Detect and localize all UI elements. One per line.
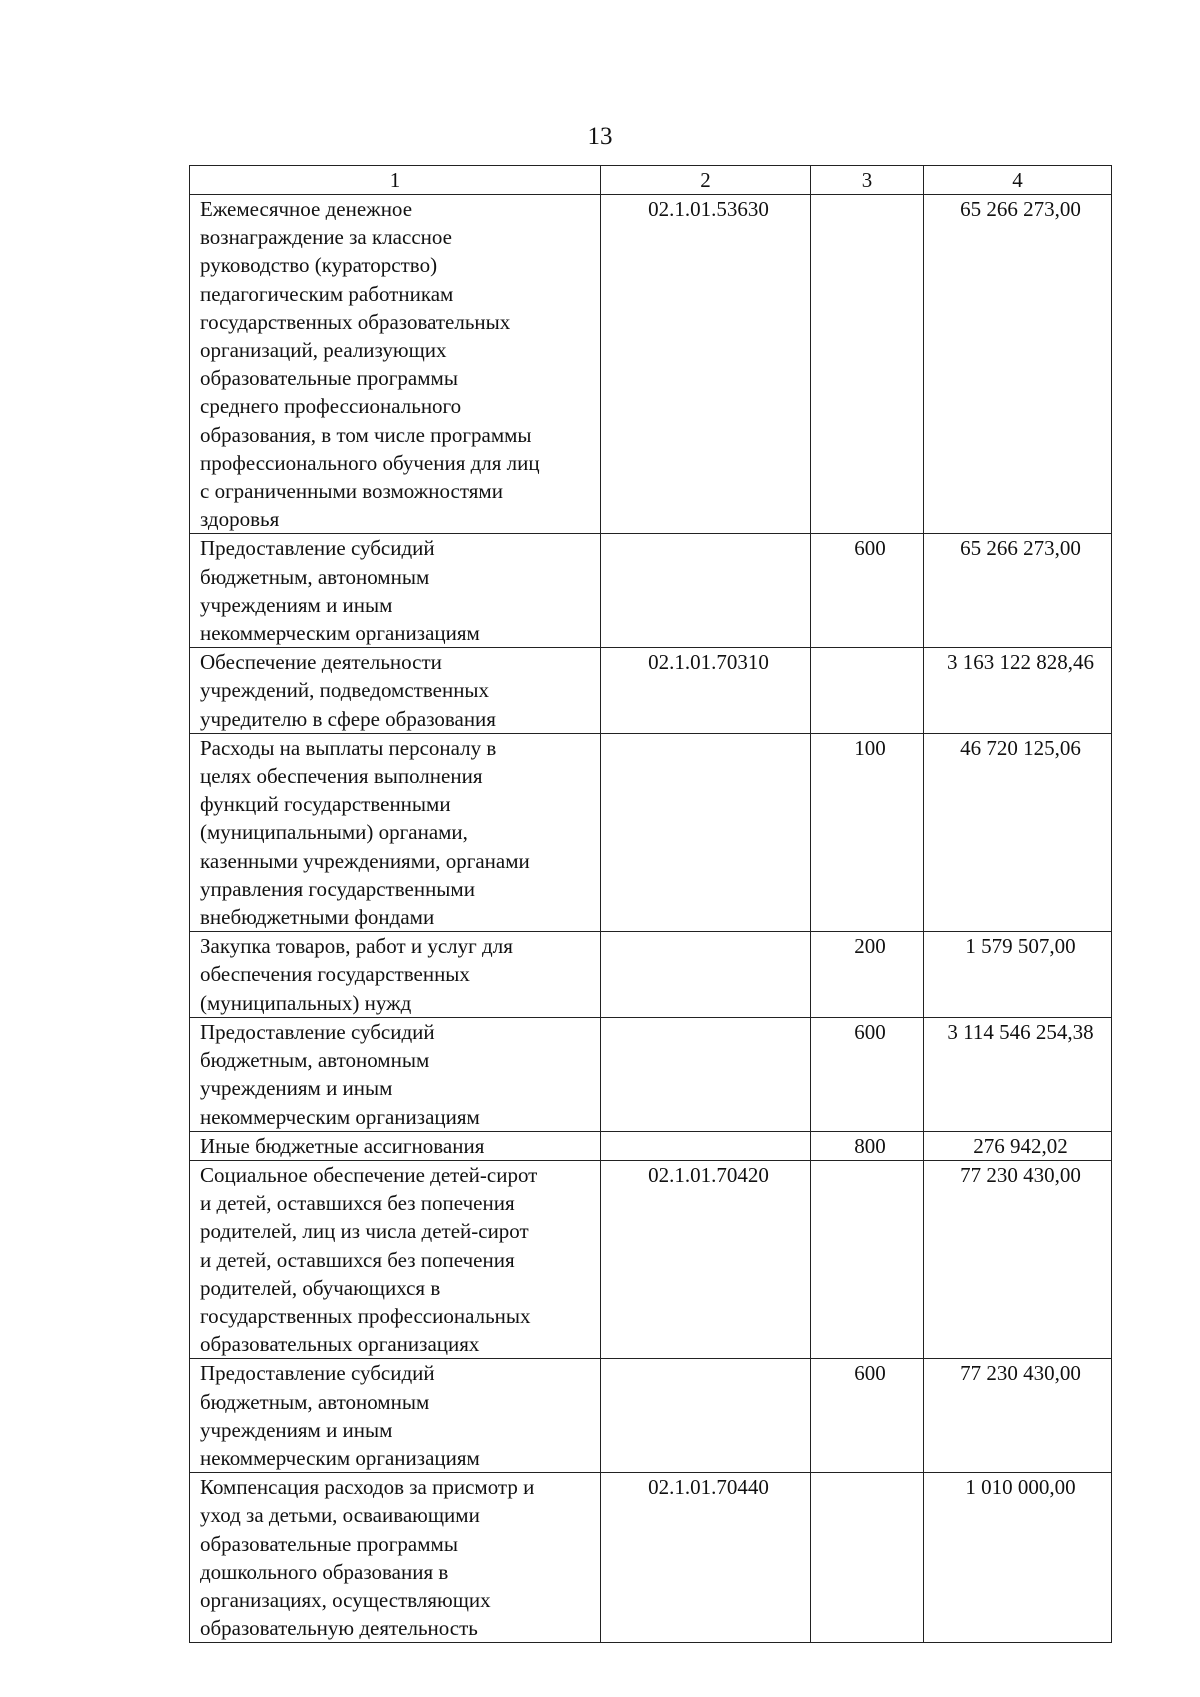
amount-value: 1 579 507,00 — [924, 932, 1112, 1018]
table-row — [190, 1473, 1112, 1643]
target-article-code: 02.1.01.53630 — [601, 195, 811, 534]
row-description: Обеспечение деятельности учреждений, подведомственных учредителю в сфере образования — [190, 648, 601, 734]
target-article-code — [601, 733, 811, 931]
expense-type-code — [811, 648, 924, 734]
table-row — [190, 195, 1112, 534]
target-article-code — [601, 932, 811, 1018]
table-row — [190, 1160, 1112, 1358]
column-header: 3 — [811, 166, 924, 195]
amount-value: 46 720 125,06 — [924, 733, 1112, 931]
expense-type-code: 600 — [811, 1359, 924, 1473]
table-row — [190, 648, 1112, 734]
row-description: Закупка товаров, работ и услуг для обеспечения государственных (муниципальных) нужд — [190, 932, 601, 1018]
table-row — [190, 1131, 1112, 1160]
expense-type-code: 200 — [811, 932, 924, 1018]
table-row — [190, 1017, 1112, 1131]
row-description: Компенсация расходов за присмотр и уход за детьми, осваивающими образовательные программы дошкольного образования в организациях, осуществляющих образовательную деятельность — [190, 1473, 601, 1643]
amount-value: 65 266 273,00 — [924, 534, 1112, 648]
amount-value: 1 010 000,00 — [924, 1473, 1112, 1643]
target-article-code: 02.1.01.70420 — [601, 1160, 811, 1358]
budget-table-body — [190, 166, 1112, 1643]
row-description: Предоставление субсидий бюджетным, автономным учреждениям и иным некоммерческим организациям — [190, 1359, 601, 1473]
column-header: 2 — [601, 166, 811, 195]
expense-type-code — [811, 1473, 924, 1643]
target-article-code — [601, 1131, 811, 1160]
expense-type-code: 600 — [811, 1017, 924, 1131]
column-header: 4 — [924, 166, 1112, 195]
row-description: Предоставление субсидий бюджетным, автономным учреждениям и иным некоммерческим организациям — [190, 534, 601, 648]
target-article-code: 02.1.01.70440 — [601, 1473, 811, 1643]
row-description: Предоставление субсидий бюджетным, автономным учреждениям и иным некоммерческим организациям — [190, 1017, 601, 1131]
target-article-code — [601, 534, 811, 648]
target-article-code — [601, 1017, 811, 1131]
target-article-code: 02.1.01.70310 — [601, 648, 811, 734]
expense-type-code: 800 — [811, 1131, 924, 1160]
table-row — [190, 733, 1112, 931]
row-description: Ежемесячное денежное вознаграждение за классное руководство (кураторство) педагогическим работникам государственных образовательных организаций, реализующих образовательные программы среднего профессионального образования, в том числе программы профессионального обучения для лиц с ограниченными возможностями здоровья — [190, 195, 601, 534]
amount-value: 77 230 430,00 — [924, 1359, 1112, 1473]
table-row — [190, 1359, 1112, 1473]
amount-value: 276 942,02 — [924, 1131, 1112, 1160]
table-row — [190, 534, 1112, 648]
target-article-code — [601, 1359, 811, 1473]
page-number: 13 — [587, 123, 613, 150]
amount-value: 65 266 273,00 — [924, 195, 1112, 534]
expense-type-code — [811, 1160, 924, 1358]
table-header-row — [190, 166, 1112, 195]
column-header: 1 — [190, 166, 601, 195]
table-row — [190, 932, 1112, 1018]
budget-table — [189, 165, 1112, 1643]
row-description: Социальное обеспечение детей-сирот и детей, оставшихся без попечения родителей, лиц из числа детей-сирот и детей, оставшихся без попечения родителей, обучающихся в государственных профессиональных образовательных организациях — [190, 1160, 601, 1358]
amount-value: 3 163 122 828,46 — [924, 648, 1112, 734]
amount-value: 77 230 430,00 — [924, 1160, 1112, 1358]
expense-type-code: 600 — [811, 534, 924, 648]
row-description: Расходы на выплаты персоналу в целях обеспечения выполнения функций государственными (муниципальными) органами, казенными учреждениями, органами управления государственными внебюджетными фондами — [190, 733, 601, 931]
expense-type-code — [811, 195, 924, 534]
expense-type-code: 100 — [811, 733, 924, 931]
row-description: Иные бюджетные ассигнования — [190, 1131, 601, 1160]
amount-value: 3 114 546 254,38 — [924, 1017, 1112, 1131]
